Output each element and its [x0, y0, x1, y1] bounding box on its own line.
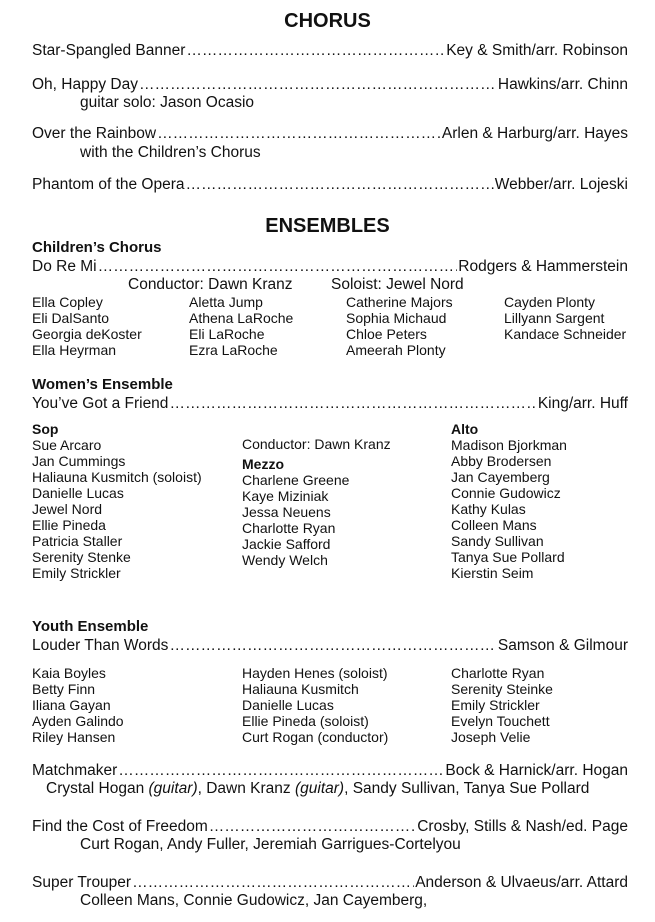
song-title: Matchmaker — [32, 762, 118, 779]
song-line — [32, 762, 628, 780]
performer-role: (guitar) — [294, 780, 345, 797]
freedom-performers: Curt Rogan, Andy Fuller, Jeremiah Garrigues-Cortelyou — [80, 836, 461, 853]
member-name: Abby Brodersen — [451, 453, 552, 469]
song-title: Do Re Mi — [32, 258, 97, 275]
leader-dots — [98, 258, 458, 276]
leader-dots — [139, 76, 497, 94]
member-name: Madison Bjorkman — [451, 437, 567, 453]
youth-col-2 — [242, 665, 388, 745]
childrens-soloist: Soloist: Jewel Nord — [331, 276, 464, 293]
mezzo-label: Mezzo — [242, 456, 284, 472]
song-credit: Crosby, Stills & Nash/ed. Page — [417, 818, 628, 835]
member-name: Evelyn Touchett — [451, 713, 550, 729]
leader-dots — [132, 874, 414, 892]
member-name: Charlotte Ryan — [451, 665, 545, 681]
song-title: You’ve Got a Friend — [32, 395, 169, 412]
sop-column — [32, 421, 202, 581]
member-name: Jan Cayemberg — [451, 469, 550, 485]
youth-col-3 — [451, 665, 553, 745]
member-name: Kaia Boyles — [32, 665, 106, 681]
song-title: Find the Cost of Freedom — [32, 818, 208, 835]
member-name: Betty Finn — [32, 681, 96, 697]
member-name: Connie Gudowicz — [451, 485, 561, 501]
childrens-col-3 — [346, 294, 453, 358]
song-title: Phantom of the Opera — [32, 176, 185, 193]
member-name: Hayden Henes (soloist) — [242, 665, 388, 681]
song-title: Oh, Happy Day — [32, 76, 138, 93]
member-name: Serenity Stenke — [32, 549, 131, 565]
member-name: Wendy Welch — [242, 552, 328, 568]
member-name: Sue Arcaro — [32, 437, 102, 453]
song-line — [32, 395, 628, 413]
member-name: Sophia Michaud — [346, 310, 447, 326]
member-name: Jackie Safford — [242, 536, 331, 552]
member-name: Jessa Neuens — [242, 504, 331, 520]
member-name: Ayden Galindo — [32, 713, 124, 729]
performer-role: (guitar) — [148, 780, 198, 797]
member-name: Ellie Pineda — [32, 517, 106, 533]
song-credit: Rodgers & Hammerstein — [458, 258, 628, 275]
member-name: Eli DalSanto — [32, 310, 110, 326]
member-name: Ameerah Plonty — [346, 342, 446, 358]
member-name: Georgia deKoster — [32, 326, 142, 342]
alto-column — [451, 421, 567, 581]
member-name: Jan Cummings — [32, 453, 126, 469]
member-name: Iliana Gayan — [32, 697, 111, 713]
childrens-chorus-heading: Children’s Chorus — [32, 239, 162, 256]
member-name: Kathy Kulas — [451, 501, 526, 517]
song-credit: Key & Smith/arr. Robinson — [446, 42, 628, 59]
song-title: Super Trouper — [32, 874, 132, 891]
song-line — [32, 42, 628, 60]
member-name: Lillyann Sargent — [504, 310, 605, 326]
song-credit: Hawkins/arr. Chinn — [497, 76, 628, 93]
song-note: with the Children’s Chorus — [80, 144, 261, 161]
mezzo-column — [242, 456, 349, 568]
matchmaker-performers — [46, 780, 589, 798]
song-credit: Arlen & Harburg/arr. Hayes — [441, 125, 628, 142]
member-name: Joseph Velie — [451, 729, 531, 745]
member-name: Catherine Majors — [346, 294, 453, 310]
womens-conductor: Conductor: Dawn Kranz — [242, 436, 391, 452]
song-line — [32, 637, 628, 655]
member-name: Ezra LaRoche — [189, 342, 278, 358]
song-line — [32, 125, 628, 143]
leader-dots — [157, 125, 441, 143]
member-name: Colleen Mans — [451, 517, 537, 533]
song-note: guitar solo: Jason Ocasio — [80, 94, 255, 111]
ensembles-heading: ENSEMBLES — [265, 215, 390, 237]
member-name: Cayden Plonty — [504, 294, 596, 310]
chorus-heading: CHORUS — [284, 10, 371, 32]
member-name: Danielle Lucas — [32, 485, 124, 501]
member-name: Ellie Pineda (soloist) — [242, 713, 369, 729]
member-name: Kierstin Seim — [451, 565, 534, 581]
member-name: Riley Hansen — [32, 729, 116, 745]
member-name: Chloe Peters — [346, 326, 427, 342]
member-name: Ella Heyrman — [32, 342, 117, 358]
childrens-col-2 — [189, 294, 293, 358]
song-credit: Webber/arr. Lojeski — [494, 176, 628, 193]
member-name: Kaye Miziniak — [242, 488, 329, 504]
youth-col-1 — [32, 665, 124, 745]
leader-dots — [186, 176, 494, 194]
member-name: Charlotte Ryan — [242, 520, 336, 536]
song-line — [32, 818, 628, 836]
performer: , Dawn Kranz — [197, 780, 295, 797]
member-name: Aletta Jump — [189, 294, 263, 310]
member-name: Jewel Nord — [32, 501, 103, 517]
member-name: Patricia Staller — [32, 533, 123, 549]
song-line — [32, 176, 628, 194]
leader-dots — [209, 818, 416, 836]
member-name: Athena LaRoche — [189, 310, 294, 326]
performer: Crystal Hogan — [46, 780, 149, 797]
song-line — [32, 76, 628, 94]
womens-ensemble-heading: Women’s Ensemble — [32, 376, 173, 393]
song-credit: King/arr. Huff — [537, 395, 628, 412]
member-name: Danielle Lucas — [242, 697, 334, 713]
song-title: Louder Than Words — [32, 637, 169, 654]
trouper-performers: Colleen Mans, Connie Gudowicz, Jan Cayemberg, — [80, 892, 428, 909]
leader-dots — [169, 395, 536, 413]
youth-ensemble-heading: Youth Ensemble — [32, 618, 149, 635]
member-name: Charlene Greene — [242, 472, 350, 488]
song-line — [32, 258, 628, 276]
member-name: Tanya Sue Pollard — [451, 549, 565, 565]
sop-label: Sop — [32, 421, 59, 437]
leader-dots — [118, 762, 444, 780]
song-title: Star-Spangled Banner — [32, 42, 186, 59]
member-name: Sandy Sullivan — [451, 533, 544, 549]
song-line — [32, 874, 628, 892]
performer: , Sandy Sullivan, Tanya Sue Pollard — [344, 780, 590, 797]
member-name: Kandace Schneider — [504, 326, 627, 342]
childrens-col-1 — [32, 294, 142, 358]
member-name: Eli LaRoche — [189, 326, 265, 342]
leader-dots — [186, 42, 445, 60]
childrens-col-4 — [504, 294, 626, 342]
leader-dots — [169, 637, 496, 655]
member-name: Curt Rogan (conductor) — [242, 729, 389, 745]
alto-label: Alto — [451, 421, 479, 437]
member-name: Serenity Steinke — [451, 681, 553, 697]
song-credit: Anderson & Ulvaeus/arr. Attard — [415, 874, 628, 891]
member-name: Ella Copley — [32, 294, 103, 310]
song-credit: Bock & Harnick/arr. Hogan — [445, 762, 628, 779]
member-name: Haliauna Kusmitch (soloist) — [32, 469, 202, 485]
song-title: Over the Rainbow — [32, 125, 157, 142]
childrens-conductor: Conductor: Dawn Kranz — [128, 276, 293, 293]
member-name: Emily Strickler — [32, 565, 121, 581]
member-name: Haliauna Kusmitch — [242, 681, 359, 697]
member-name: Emily Strickler — [451, 697, 540, 713]
song-credit: Samson & Gilmour — [497, 637, 628, 654]
